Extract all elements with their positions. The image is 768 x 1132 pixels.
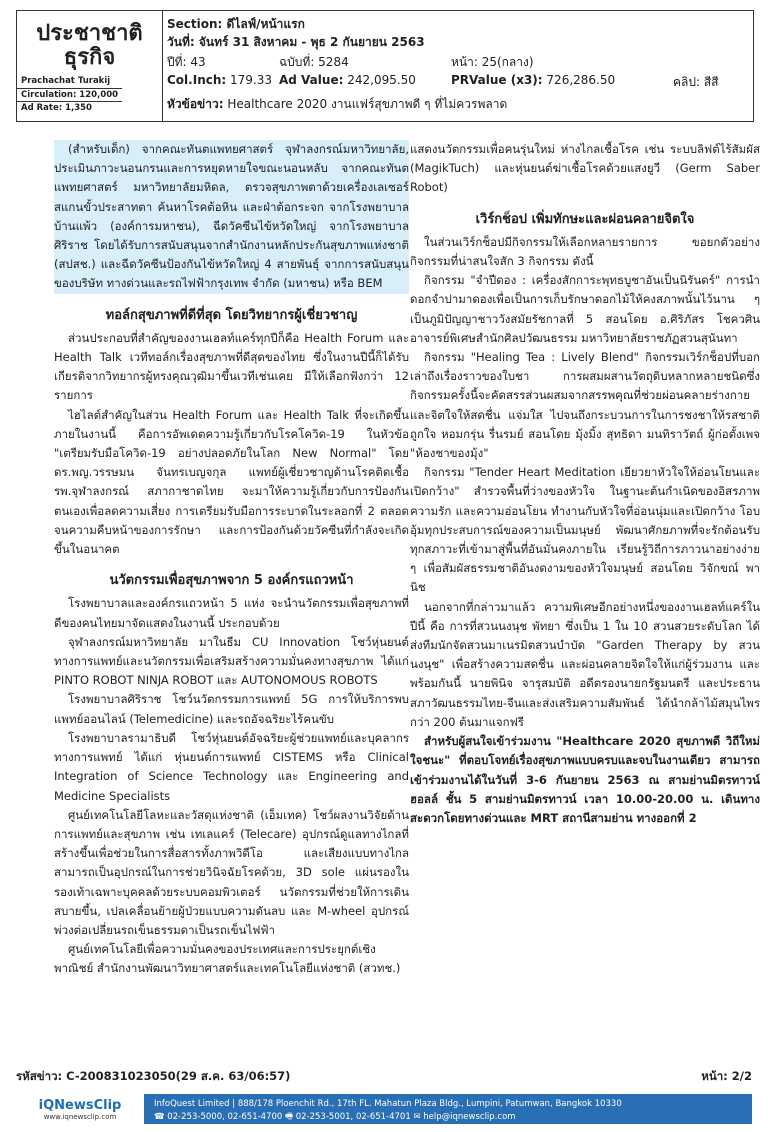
paragraph: แสดงนวัตกรรมเพื่อคนรุ่นใหม่ ห่างไกลเชื้อโรค เช่น ระบบลิฟต์ไร้สัมผัส (MagikTuch) และหุ่นยนต์ฆ่าเชื้อโรคด้วยแสงยูวี (Germ Saber Robot): [410, 142, 760, 195]
subheading: เวิร์กช็อป เพิ่มทักษะและผ่อนคลายจิตใจ: [475, 211, 695, 227]
publication-box: [17, 11, 163, 121]
year: ปีที่: 43: [167, 55, 206, 69]
circulation: Circulation: 120,000: [21, 89, 119, 100]
clip-meta: [163, 11, 753, 121]
paragraph: กิจกรรม "จำปีดอง : เครื่องสักการะพุทธบูชาอันเป็นนิรันดร์" การนำดอกจำปามาดองเพื่อเป็นการเก็บรักษาดอกไม้ให้คงสภาพนั้นไว้นาน ๆ เป็นภูมิปัญญาชาววังสมัยรัชกาลที่ 5 สอนโดย อ.ศิริภัสร โชควศิน อาจารย์พิเศษสำนักศิลปวัฒนธรรม มหาวิทยาลัยราชภัฏสวนสุนันทา: [410, 273, 760, 345]
ad-rate: Ad Rate: 1,350: [21, 103, 92, 113]
headline-label: หัวข้อข่าว:: [167, 97, 224, 111]
paragraph: ในส่วนเวิร์กช็อปมีกิจกรรมให้เลือกหลายรายการ ขอยกตัวอย่างกิจกรรมที่น่าสนใจสัก 3 กิจกรรม ดังนี้: [410, 234, 760, 269]
paragraph: โรงพยาบาลและองค์กรแถวหน้า 5 แห่ง จะนำนวัตกรรมเพื่อสุขภาพที่ดีของคนไทยมาจัดแสดงในงานนี้ ประกอบด้วย: [54, 596, 409, 630]
publication-meta: [21, 75, 118, 115]
prvalue-value: 726,286.50: [546, 73, 616, 87]
logo-url: www.iqnewsclip.com: [43, 1112, 117, 1121]
paragraph: นอกจากที่กล่าวมาแล้ว ความพิเศษอีกอย่างหนึ่งของงานเฮลท์แคร์ในปีนี้ คือ การที่สวนนงนุช พัทยา ซึ่งเป็น 1 ใน 10 สวนสวยระดับโลก ได้ส่งทีมนักจัดสวนมาเนรมิตสวนบำบัด "Garden Therapy by สวนนงนุช" เพื่อสร้างความสดชื่น และผ่อนคลายจิตใจให้แก่ผู้ร่วมงาน และพร้อมกันนี้ นายพินิจ จารุสมบัติ อดีตรองนายกรัฐมนตรี และประธานสภาวัฒนธรรมไทย-จีนและส่งเสริมความสัมพันธ์ ได้นำกล้าไม้สมุนไพรกว่า 200 ต้นมาแจกฟรี: [410, 599, 760, 729]
pub-th-line2: ธุรกิจ: [63, 44, 116, 70]
paragraph: ศูนย์เทคโนโลยีเพื่อความมั่นคงของประเทศและการประยุกต์เชิงพาณิชย์ สำนักงานพัฒนาวิทยาศาสตร์และเทคโนโลยีแห่งชาติ (สวทช.): [54, 942, 401, 976]
paragraph: โรงพยาบาลศิริราช โชว์นวัตกรรมการแพทย์ 5G การให้บริการพบแพทย์ออนไลน์ (Telemedicine) และรถอัจฉริยะไร้คนขับ: [54, 692, 409, 726]
date: วันที่: จันทร์ 31 สิงหาคม - พุธ 2 กันยายน 2563: [167, 35, 425, 49]
clip-color: คลิป: สีสี: [673, 75, 719, 89]
clip-header: [16, 10, 754, 122]
section: Section: ดีไลฟ์/หน้าแรก: [167, 17, 305, 31]
headline: Healthcare 2020 งานแฟร์สุขภาพดี ๆ ที่ไม่ควรพลาด: [227, 97, 508, 111]
prvalue-label: PRValue (x3):: [451, 73, 543, 87]
paragraph: สำหรับผู้สนใจเข้าร่วมงาน "Healthcare 2020 สุขภาพดี วิถีใหม่ใจชนะ" ที่ตอบโจทย์เรื่องสุขภาพแบบครบและจบในงานเดียว สามารถเข้าร่วมงานได้ในวันที่ 3-6 กันยายน 2563 ณ สามย่านมิตรทาวน์ ฮอลล์ ชั้น 5 สามย่านมิตรทาวน์ เวลา 10.00-20.00 น. เดินทางสะดวกโดยทางด่วนและ MRT สถานีสามย่าน ทางออกที่ 2: [410, 734, 760, 825]
paragraph: กิจกรรม "Healing Tea : Lively Blend" กิจกรรมเวิร์กช็อปที่บอกเล่าถึงเรื่องราวของใบชา การผสมผสานวัตถุดิบหลากหลายชนิดซึ่งกิจกรรมครั้งนี้จะคัดสรรส่วนผสมจากสรรพคุณที่ช่วยผ่อนคลายร่างกายและจิตใจให้สดชื่น แจ่มใส ไปจนถึงกระบวนการในการชงชาให้รสชาติถูกใจ หอมกรุ่น รื่นรมย์ สอนโดย มุ้งมิ้ง สุทธิดา มนทิราวัตถ์ ผู้ก่อตั้งเพจ "ห้องชาของมุ้ง": [410, 350, 760, 461]
colinch-value: 179.33: [230, 73, 273, 87]
clip-footer: [16, 1068, 752, 1124]
article-page: [16, 128, 760, 1056]
paragraph: ส่วนประกอบที่สำคัญของงานเฮลท์แคร์ทุกปีก็คือ Health Forum และ Health Talk เวทีทอล์กเรื่องสุขภาพที่ดีสุดของไทย ซึ่งในงานปีนี้ก็ได้รับเกียรติจากวิทยากรผู้ทรงคุณวุฒิมาขึ้นเวทีเช่นเคย มีให้เลือกฟังกว่า 12 รายการ: [54, 330, 409, 403]
company-contacts: ☎ 02-253-5000, 02-651-4700 🖷 02-253-5001, 02-651-4701 ✉ help@iqnewsclip.com: [154, 1112, 516, 1122]
news-id: รหัสข่าว: C-200831023050(29 ส.ค. 63/06:57): [16, 1069, 291, 1083]
paragraph: กิจกรรม "Tender Heart Meditation เยียวยาหัวใจให้อ่อนโยนและเปิดกว้าง" สำรวจพื้นที่ว่างของหัวใจ ในฐานะต้นกำเนิดของอิสรภาพ ความรัก และความอ่อนโยน ทำงานกับหัวใจที่อ่อนนุ่มและเปิดกว้าง โอบอุ้มทุกประสบการณ์ของความเป็นมนุษย์ พัฒนาศักยภาพที่จะรักต้อนรับทุกสภาวะที่เข้ามาสู่พื้นที่อันมั่นคงภายใน เรียนรู้วิถีการภาวนาอย่างง่าย ๆ เพื่อสัมผัสธรรมชาติอันงดงามของหัวใจมนุษย์ สอนโดย วิจักขณ์ พานิช: [410, 465, 760, 595]
paragraph: จุฬาลงกรณ์มหาวิทยาลัย มาในธีม CU Innovation โชว์หุ่นยนต์ทางการแพทย์และนวัตกรรมเพื่อเสริมสร้างความมั่นคงทางสุขภาพ ได้แก่ PINTO ROBOT NINJA ROBOT และ AUTONOMOUS ROBOTS: [54, 634, 409, 688]
subheading: นวัตกรรมเพื่อสุขภาพจาก 5 องค์กรแถวหน้า: [109, 573, 354, 589]
subheading: ทอล์กสุขภาพที่ดีที่สุด โดยวิทยากรผู้เชี่ยวชาญ: [105, 307, 358, 323]
publication-name-th: [17, 21, 162, 69]
advalue-value: 242,095.50: [347, 73, 416, 87]
paragraph: (สำหรับเด็ก) จากคณะทันตแพทยศาสตร์ จุฬาลงกรณ์มหาวิทยาลัย, ประเมินภาวะนอนกรนและการหยุดหายใจขณะนอนหลับ จากคณะทันตแพทยศาสตร์ มหาวิทยาลัยมหิดล, ตรวจสุขภาพตาด้วยเครื่องเลเซอร์สแกนขั้วประสาทตา ค้นหาโรคต้อหิน และฝ่าต้อกระจก จากโรงพยาบาลบ้านแพ้ว (องค์การมหาชน), ฉีดวัคซีนไข้หวัดใหญ่ จากโรงพยาบาลศิริราช โดยได้รับการสนับสนุนจากสำนักงานหลักประกันสุขภาพแห่งชาติ (สปสช.) และฉีดวัคซีนป้องกันไข้หวัดใหญ่ 4 สายพันธุ์ จากการสนับสนุนของบริษัท ทางด่วนและรถไฟฟ้ากรุงเทพ จำกัด (มหาชน) หรือ BEM: [54, 140, 409, 294]
iqnewsclip-logo: [16, 1098, 144, 1121]
footer-page: หน้า: 2/2: [701, 1069, 752, 1083]
paragraph: โรงพยาบาลรามาธิบดี โชว์หุ่นยนต์อัจฉริยะผู้ช่วยแพทย์และบุคลากรทางการแพทย์ ได้แก่ หุ่นยนต์การแพทย์ CISTEMS หรือ Clinical Integration of Science Technology และ Engineering and Medicine Specialists: [54, 730, 409, 803]
pub-th-line1: ประชาชาติ: [36, 20, 143, 46]
pub-en: Prachachat Turakij: [21, 76, 111, 86]
article-left-column: [54, 140, 409, 979]
colinch-label: Col.Inch:: [167, 73, 227, 87]
paragraph: ศูนย์เทคโนโลยีโลหะและวัสดุแห่งชาติ (เอ็มเทค) โชว์ผลงานวิจัยด้านการแพทย์และสุขภาพ เช่น เทเลแคร์ (Telecare) อุปกรณ์ดูแลทางไกลที่สร้างขึ้นเพื่อช่วยในการสื่อสารทั้งภาพวิดีโอ และเสียงแบบทางไกล สามารถเป็นอุปกรณ์ในการช่วยวินิจฉัยโรคด้วย, 3D sole แผ่นรองในรองเท้าเฉพาะบุคคลด้วยระบบคอมพิวเตอร์ นวัตกรรมที่ช่วยให้การเดินสบายขึ้น, เปลเคลื่อนย้ายผู้ป่วยแบบความดันลบ และ M-wheel อุปกรณ์พ่วงต่อเปลี่ยนรถเข็นธรรมดาเป็นรถเข็นไฟฟ้า: [54, 807, 409, 937]
article-right-column: [410, 140, 760, 828]
logo-text: iQNewsClip: [38, 1097, 122, 1113]
company-info: [144, 1094, 752, 1124]
paragraph: ไฮไลต์สำคัญในส่วน Health Forum และ Health Talk ที่จะเกิดขึ้นภายในงานนี้ คือการอัพเดตความรู้เกี่ยวกับโรคโควิด-19 ในหัวข้อ "เตรียมรับมือโควิด-19 อย่างปลอดภัยในโลก New Normal" โดย ดร.พญ.วรรษมน จันทรเบญจกุล แพทย์ผู้เชี่ยวชาญด้านโรคติดเชื้อ รพ.จุฬาลงกรณ์ สภากาชาดไทย จะมาให้ความรู้เกี่ยวกับการป้องกันตนเองเพื่อลดความเสี่ยง การเตรียมรับมือการระบาดในระลอกที่ 2 ตลอดจนความคืบหน้าของการรักษา และการป้องกันด้วยวัคซีนที่กำลังจะเกิดขึ้นในอนาคต: [54, 407, 409, 557]
advalue-label: Ad Value:: [279, 73, 344, 87]
page-number: หน้า: 25(กลาง): [451, 55, 534, 69]
issue: ฉบับที่: 5284: [279, 55, 349, 69]
company-address: InfoQuest Limited | 888/178 Ploenchit Rd., 17th FL. Mahatun Plaza Bldg., Lumpini, Patumwan, Bangkok 10330: [154, 1099, 622, 1109]
